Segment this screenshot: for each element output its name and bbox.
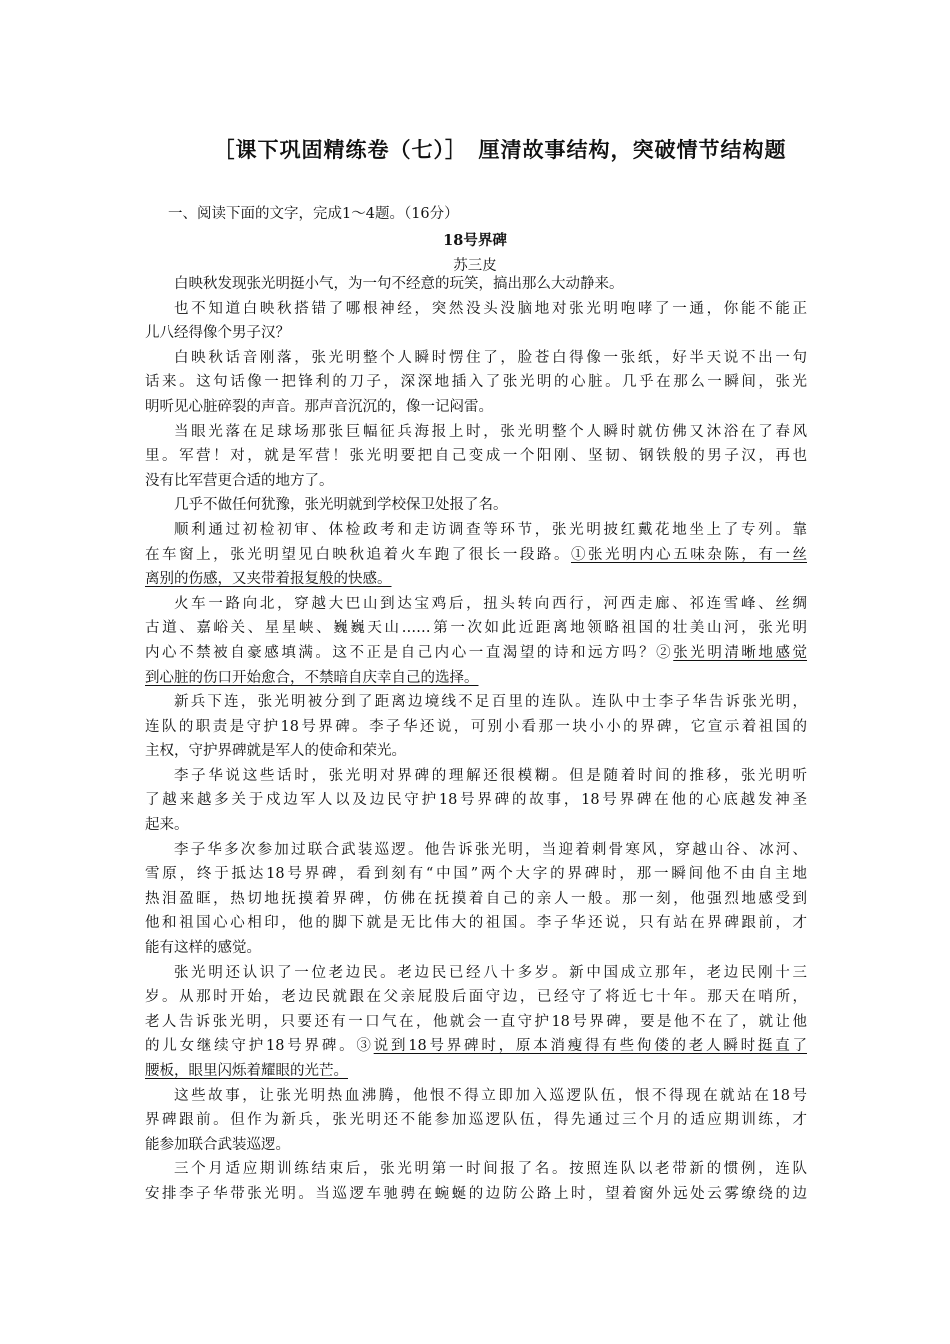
text-span: 明听见心脏碎裂的声音。那声音沉沉的，像一记闷雷。 (145, 398, 493, 415)
text-line (145, 444, 807, 469)
story-body (145, 272, 807, 1207)
text-span: 李子华多次参加过联合武装巡逻。他告诉张光明，当迎着刺骨寒风，穿越山谷、冰河、 (174, 841, 807, 858)
text-line (145, 887, 807, 912)
text-line (145, 1010, 807, 1035)
text-line (145, 469, 807, 494)
text-span: 几乎不做任何犹豫，张光明就到学校保卫处报了名。 (174, 497, 508, 514)
text-span: 雪原，终于抵达18号界碑，看到刻有“中国”两个大字的界碑时，那一瞬间他不由自主地 (145, 866, 807, 883)
text-line (145, 567, 807, 592)
text-span: 能有这样的感觉。 (145, 940, 261, 957)
text-line (145, 1084, 807, 1109)
text-span: 安排李子华带张光明。当巡逻车驰骋在蜿蜒的边防公路上时，望着窗外远处云雾缭绕的边 (145, 1185, 807, 1202)
text-line (145, 862, 807, 887)
text-line (145, 813, 807, 838)
text-span: 也不知道白映秋搭错了哪根神经，突然没头没脑地对张光明咆哮了一通，你能不能正 (174, 300, 807, 317)
text-line (145, 690, 807, 715)
text-span: 岁。从那时开始，老边民就跟在父亲屁股后面守边，已经守了将近七十年。那天在哨所， (145, 989, 807, 1006)
text-span: 内心不禁被自豪感填满。这不正是自己内心一直渴望的诗和远方吗？② (145, 644, 674, 661)
story-author: 苏三皮 (453, 258, 497, 274)
text-span: 的儿女继续守护18号界碑。③ (145, 1038, 374, 1055)
text-span: 三个月适应期训练结束后，张光明第一时间报了名。按照连队以老带新的惯例，连队 (174, 1161, 807, 1178)
text-span: 张光明还认识了一位老边民。老边民已经八十多岁。新中国成立那年，老边民刚十三 (174, 964, 807, 981)
text-line (145, 911, 807, 936)
text-span: 能参加联合武装巡逻。 (145, 1136, 290, 1153)
text-line (145, 370, 807, 395)
text-line (145, 936, 807, 961)
text-line (145, 666, 807, 691)
text-span: 儿八经得像个男子汉？ (145, 325, 290, 342)
text-span: 新兵下连，张光明被分到了距离边境线不足百里的连队。连队中士李子华告诉张光明， (174, 694, 807, 711)
text-line (145, 764, 807, 789)
text-line (145, 420, 807, 445)
document-title: ［课下巩固精练卷（七）］ 厘清故事结构，突破情节结构题 (213, 138, 787, 162)
text-span: 古道、嘉峪关、星星峡、巍巍天山……第一次如此近距离地领略祖国的壮美山河，张光明 (145, 620, 807, 637)
underlined-text: 到心脏的伤口开始愈合，不禁暗自庆幸自己的选择。 (145, 669, 479, 686)
text-span: 里。军营！对，就是军营！张光明要把自己变成一个阳刚、坚韧、钢铁般的男子汉，再也 (145, 448, 807, 465)
text-line (145, 1182, 807, 1207)
text-line (145, 985, 807, 1010)
text-span: 火车一路向北，穿越大巴山到达宝鸡后，扭头转向西行，河西走廊、祁连雪峰、丝绸 (174, 595, 807, 612)
text-line (145, 1157, 807, 1182)
text-line (145, 321, 807, 346)
text-line (145, 518, 807, 543)
text-span: 界碑跟前。但作为新兵，张光明还不能参加巡逻队伍，得先通过三个月的适应期训练，才 (145, 1112, 807, 1129)
text-span: 热泪盈眶，热切地抚摸着界碑，仿佛在抚摸着自己的亲人一般。那一刻，他强烈地感受到 (145, 890, 807, 907)
text-line (145, 1108, 807, 1133)
text-line (145, 592, 807, 617)
text-line (145, 346, 807, 371)
text-span: 连队的职责是守护18号界碑。李子华还说，可别小看那一块小小的界碑，它宣示着祖国的 (145, 718, 807, 735)
story-title: 18号界碑 (443, 232, 507, 249)
text-line (145, 1034, 807, 1059)
underlined-text: 张光明清晰地感觉 (673, 644, 808, 661)
text-line (145, 641, 807, 666)
text-span: 老人告诉张光明，只要还有一口气在，他就会一直守护18号界碑，要是他不在了，就让他 (145, 1013, 807, 1030)
text-line (145, 395, 807, 420)
text-line (145, 715, 807, 740)
text-span: 话来。这句话像一把锋利的刀子，深深地插入了张光明的心脏。几乎在那么一瞬间，张光 (145, 374, 807, 391)
text-span: 起来。 (145, 817, 189, 834)
text-span: 这些故事，让张光明热血沸腾，他恨不得立即加入巡逻队伍，恨不得现在就站在18号 (174, 1087, 807, 1104)
text-span: 主权，守护界碑就是军人的使命和荣光。 (145, 743, 406, 760)
text-span: 顺利通过初检初审、体检政考和走访调查等环节，张光明披红戴花地坐上了专列。靠 (174, 521, 807, 538)
text-span: 没有比军营更合适的地方了。 (145, 472, 334, 489)
text-line (145, 297, 807, 322)
underlined-text: 说到18号界碑时，原本消瘦得有些佝偻的老人瞬时挺直了 (373, 1038, 807, 1055)
text-line (145, 739, 807, 764)
text-line (145, 493, 807, 518)
text-line (145, 543, 807, 568)
section-instruction: 一、阅读下面的文字，完成1～4题。（16分） (168, 206, 459, 222)
underlined-text: ①张光明内心五味杂陈，有一丝 (570, 546, 807, 563)
text-span: 白映秋话音刚落，张光明整个人瞬时愣住了，脸苍白得像一张纸，好半天说不出一句 (174, 349, 807, 366)
text-span: 当眼光落在足球场那张巨幅征兵海报上时，张光明整个人瞬时就仿佛又沐浴在了春风 (174, 423, 807, 440)
text-line (145, 1133, 807, 1158)
text-line (145, 1059, 807, 1084)
text-span: 白映秋发现张光明挺小气，为一句不经意的玩笑，搞出那么大动静来。 (174, 276, 624, 292)
text-line (145, 838, 807, 863)
text-span: 了越来越多关于戍边军人以及边民守护18号界碑的故事，18号界碑在他的心底越发神圣 (145, 792, 807, 809)
text-line (145, 616, 807, 641)
text-line (145, 788, 807, 813)
text-span: 李子华说这些话时，张光明对界碑的理解还很模糊。但是随着时间的推移，张光明听 (174, 767, 807, 784)
text-span: 在车窗上，张光明望见白映秋追着火车跑了很长一段路。 (145, 546, 571, 563)
underlined-text: 腰板，眼里闪烁着耀眼的光芒。 (145, 1063, 348, 1079)
text-line (145, 272, 807, 297)
text-line (145, 961, 807, 986)
underlined-text: 离别的伤感，又夹带着报复般的快感。 (145, 571, 392, 588)
text-span: 他和祖国心心相印，他的脚下就是无比伟大的祖国。李子华还说，只有站在界碑跟前，才 (145, 915, 807, 932)
